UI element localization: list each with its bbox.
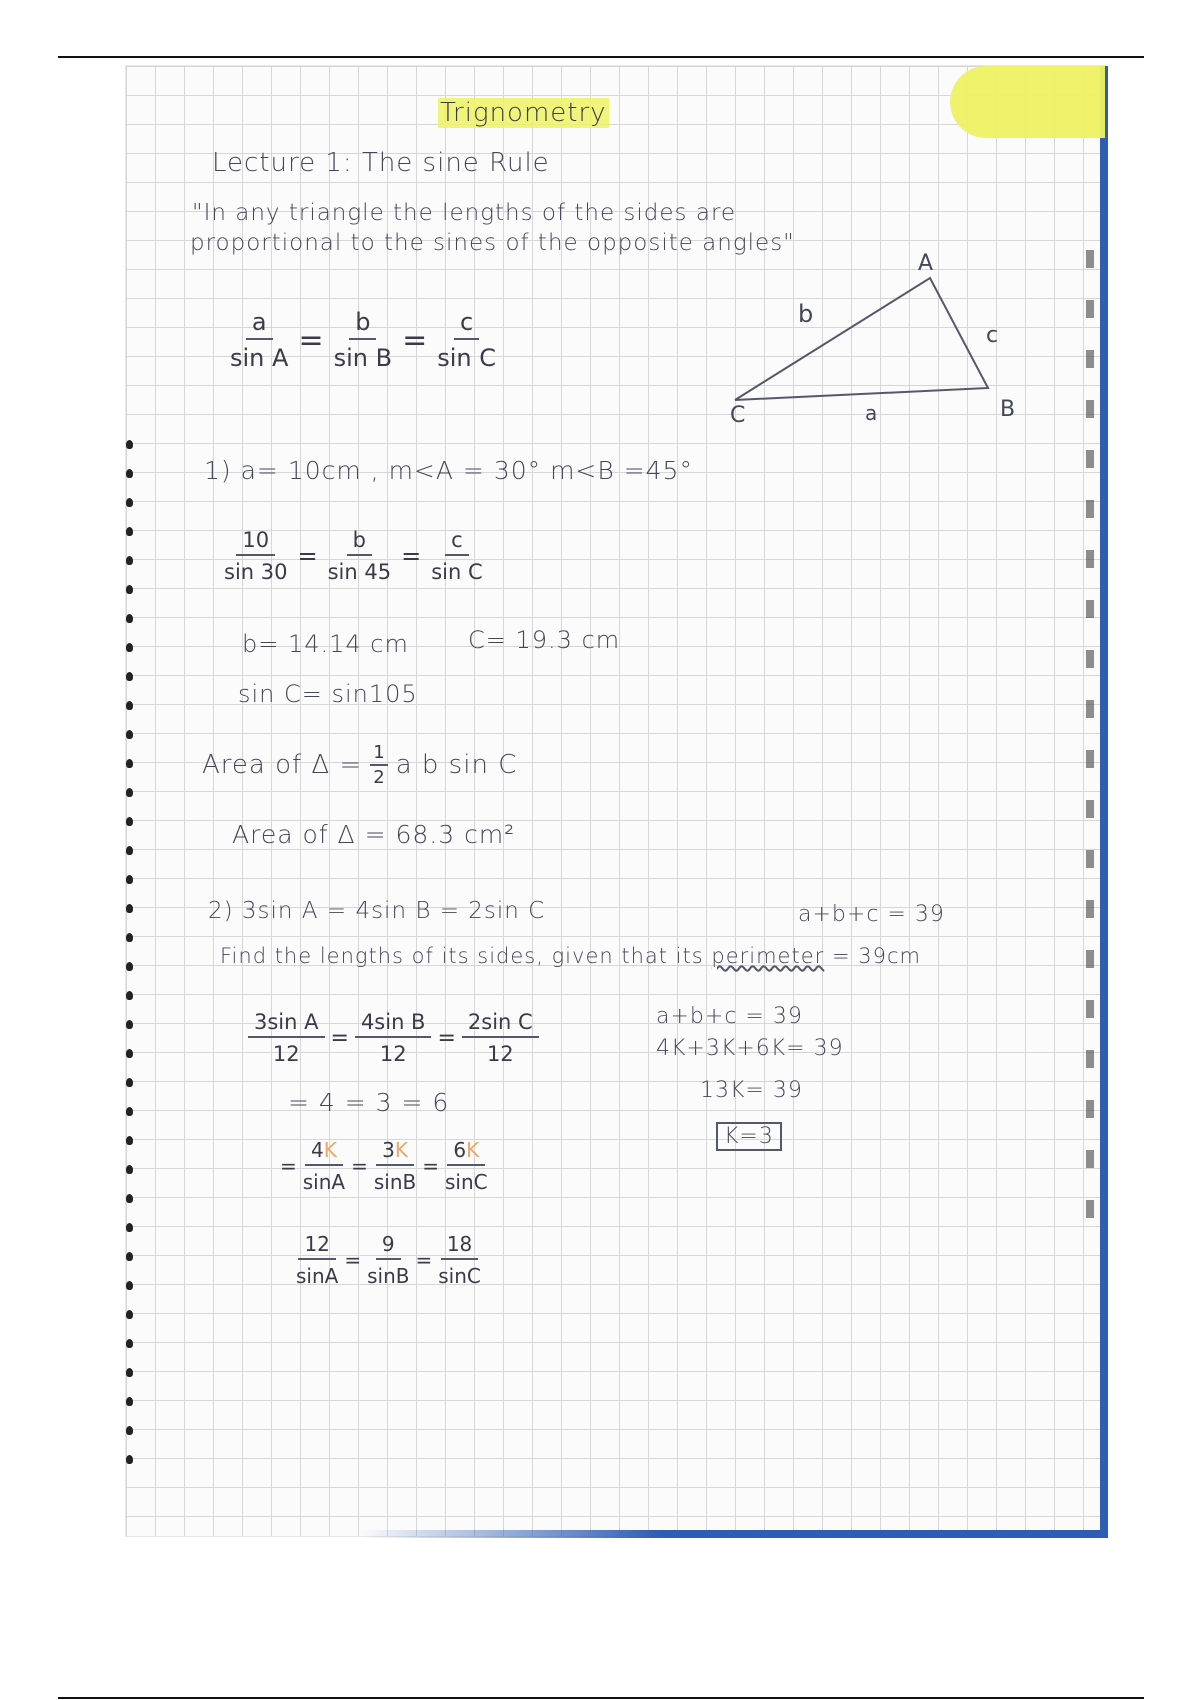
quote-line-2: proportional to the sines of the opposite angles" [190, 230, 795, 256]
vertex-b-label: B [1000, 397, 1016, 422]
area-formula-rhs: a b sin C [395, 750, 518, 780]
area-formula-lhs: Area of Δ = [202, 750, 363, 780]
sine-rule-formula [230, 308, 496, 372]
equals-sign: = [344, 1248, 362, 1272]
vertex-c-label: C [730, 403, 746, 428]
side-b-label: b [798, 300, 814, 328]
numerator: 1 [370, 742, 387, 766]
equals-sign: = [298, 322, 324, 358]
denominator: 12 [486, 1042, 514, 1066]
page-title: Trignometry [440, 98, 607, 128]
fraction [445, 1138, 488, 1194]
denominator: sinA [302, 1170, 346, 1194]
example-1-ratio [224, 528, 483, 584]
denominator: sin 30 [224, 560, 288, 584]
sticky-tab [950, 66, 1105, 138]
denominator: 12 [379, 1042, 407, 1066]
equals-sign: = [437, 1025, 456, 1051]
sin-c-line: sin C= sin105 [238, 680, 418, 708]
numerator: c [454, 308, 479, 340]
fraction [230, 308, 288, 372]
numerator: 2sin C [462, 1010, 539, 1038]
coefficient: 3 [382, 1138, 395, 1162]
numerator: b [349, 308, 376, 340]
fraction [328, 528, 391, 584]
c-result: C= 19.3 cm [468, 626, 621, 654]
k-variable: K [394, 1138, 408, 1162]
equals-sign: = [297, 542, 318, 570]
numerator: c [445, 528, 469, 556]
k-variable: K [323, 1138, 337, 1162]
equals-sign: = [415, 1248, 433, 1272]
quote-line-1: "In any triangle the lengths of the sides are [192, 200, 737, 226]
k-variable: K [466, 1138, 480, 1162]
page-blue-bottom-edge [360, 1530, 1108, 1538]
equals-sign: = [401, 542, 422, 570]
page-blue-edge [1100, 66, 1108, 1538]
fraction [296, 1232, 338, 1288]
fraction [462, 1010, 539, 1066]
area-result: Area of Δ = 68.3 cm² [232, 820, 516, 849]
example-1-given: 1) a= 10cm , m<A = 30° m<B =45° [204, 456, 693, 485]
perimeter-word: perimeter [711, 944, 825, 968]
fraction [367, 1232, 409, 1288]
binding-holes [124, 440, 138, 1520]
k-working-line-1: a+b+c = 39 [656, 1004, 803, 1029]
fraction [431, 528, 482, 584]
notebook-spine [1086, 250, 1094, 1250]
denominator: sin C [437, 344, 496, 372]
example-2-step-3 [280, 1138, 488, 1194]
fraction [437, 308, 496, 372]
denominator: sinC [445, 1170, 488, 1194]
fraction [438, 1232, 481, 1288]
equals-sign: = [422, 1154, 440, 1178]
denominator: 12 [272, 1042, 300, 1066]
equals-sign: = [402, 322, 428, 358]
example-2-given: 2) 3sin A = 4sin B = 2sin C [208, 898, 546, 924]
question-text: Find the lengths of its sides, given that its [220, 944, 704, 968]
k-working-line-3: 13K= 39 [700, 1078, 803, 1103]
numerator: 9 [376, 1232, 401, 1260]
half-fraction [370, 742, 387, 788]
denominator: 2 [373, 767, 385, 788]
vertex-a-label: A [918, 251, 934, 276]
k-answer-box: K=3 [716, 1122, 782, 1151]
triangle-diagram [720, 240, 1020, 430]
numerator [447, 1138, 485, 1166]
fraction [248, 1010, 325, 1066]
numerator: 18 [441, 1232, 478, 1260]
page-top-rule [58, 56, 1144, 58]
side-a-label: a [865, 401, 878, 425]
equals-sign: = [280, 1154, 297, 1178]
perimeter-sum-note: a+b+c = 39 [798, 902, 945, 927]
numerator: 3sin A [248, 1010, 325, 1038]
page-bottom-rule [58, 1697, 1144, 1699]
side-c-label: c [986, 323, 999, 348]
denominator: sinC [438, 1264, 481, 1288]
coefficient: 4 [311, 1138, 324, 1162]
denominator: sinB [373, 1170, 417, 1194]
denominator: sinA [296, 1264, 339, 1288]
numerator: a [246, 308, 273, 340]
equals-sign: = [330, 1025, 349, 1051]
example-2-step-4 [296, 1232, 481, 1288]
denominator: sin A [230, 344, 289, 372]
coefficient: 6 [453, 1138, 467, 1162]
fraction [374, 1138, 416, 1194]
lecture-heading: Lecture 1: The sine Rule [212, 148, 550, 178]
numerator: 10 [236, 528, 275, 556]
numerator [376, 1138, 414, 1166]
denominator: sin B [333, 344, 393, 372]
numerator: 4sin B [355, 1010, 432, 1038]
equals-sign: = [351, 1154, 368, 1178]
example-2-step-2: = 4 = 3 = 6 [288, 1088, 450, 1117]
denominator: sinB [367, 1264, 410, 1288]
fraction [334, 308, 392, 372]
denominator: sin 45 [327, 560, 392, 584]
k-working-line-2: 4K+3K+6K= 39 [656, 1036, 844, 1061]
numerator: b [347, 528, 372, 556]
fraction [224, 528, 287, 584]
b-result: b= 14.14 cm [242, 630, 409, 658]
question-value: = 39cm [831, 944, 921, 968]
area-formula [202, 742, 517, 788]
numerator: 12 [298, 1232, 335, 1260]
example-2-question [220, 944, 921, 968]
example-2-step-1 [248, 1010, 539, 1066]
fraction [303, 1138, 345, 1194]
fraction [355, 1010, 432, 1066]
denominator: sin C [431, 560, 483, 584]
numerator [305, 1138, 343, 1166]
